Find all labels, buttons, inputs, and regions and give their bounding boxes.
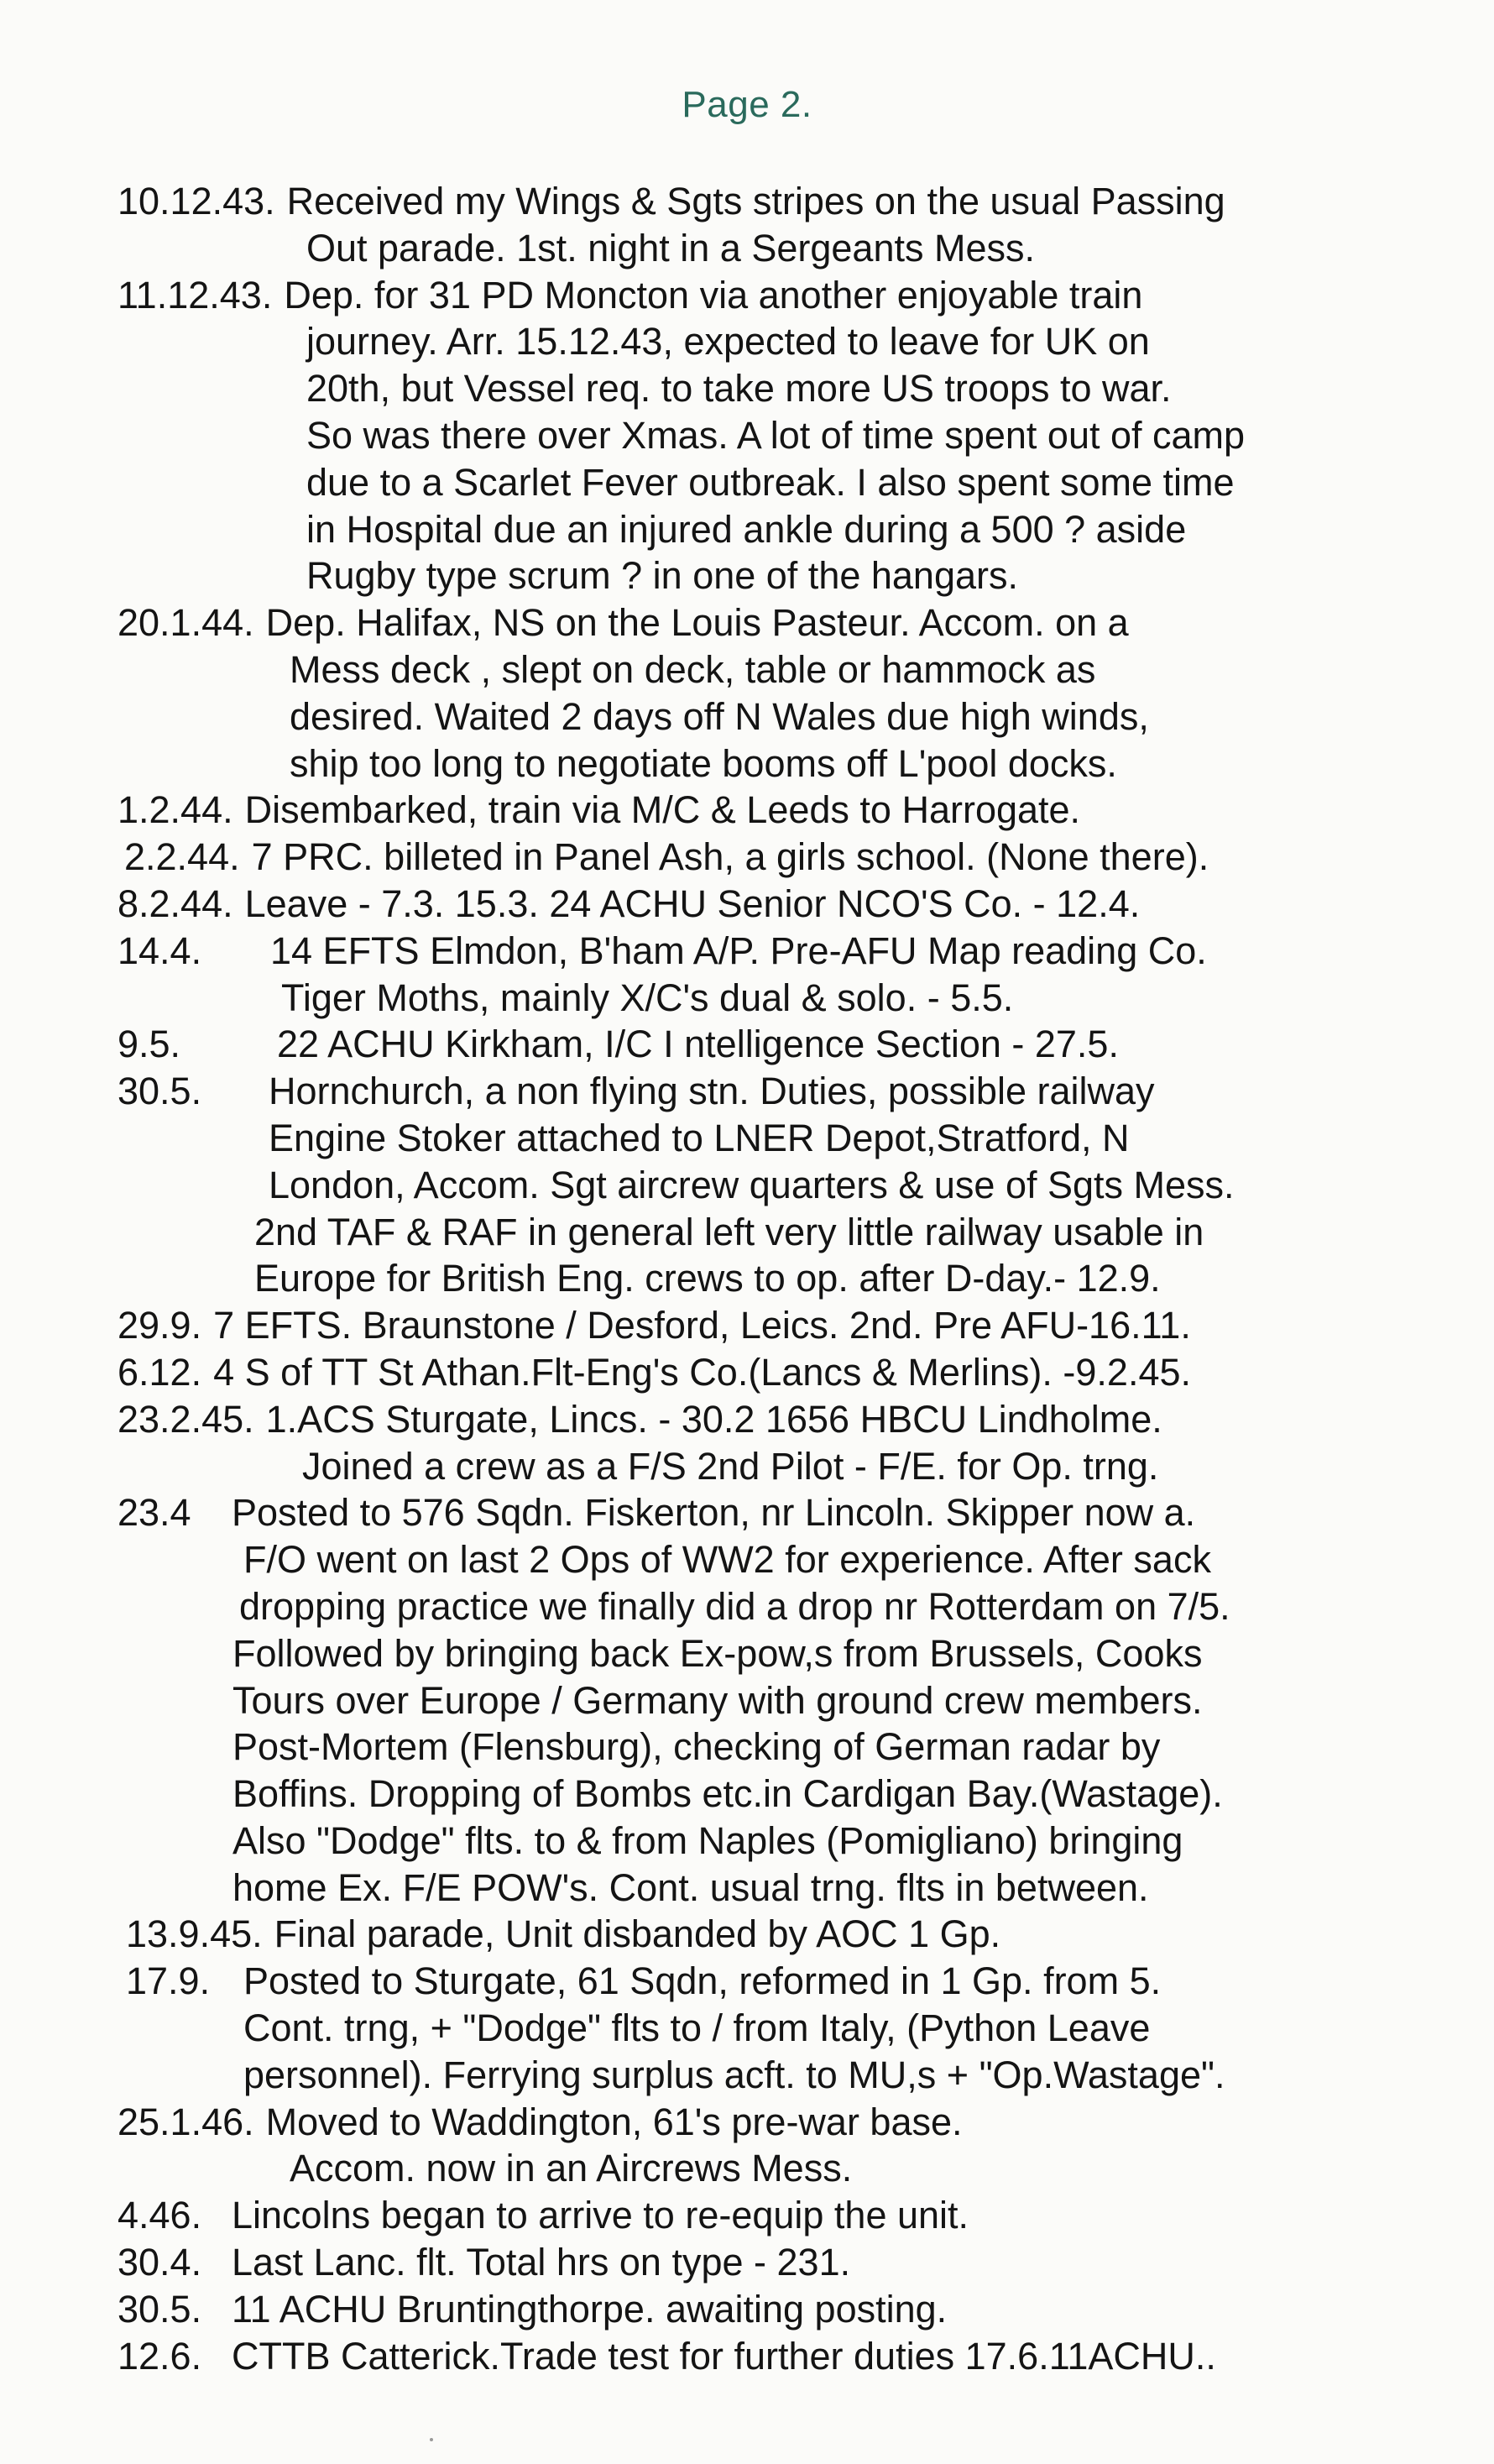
- entry-continuation-line: [0, 225, 1494, 272]
- entry-continuation-line: [0, 1162, 1494, 1209]
- entry-date: 25.1.46.: [118, 2100, 254, 2143]
- diary-entry: [0, 1349, 1494, 1396]
- entry-continuation-line: [0, 1536, 1494, 1583]
- entry-date: 23.4: [118, 1491, 191, 1535]
- diary-entry: [0, 2099, 1494, 2193]
- entry-first-line: [0, 2333, 1494, 2380]
- entry-text: 7 EFTS. Braunstone / Desford, Leics. 2nd. Pre AFU-16.11.: [213, 1304, 1191, 1347]
- entry-date: 30.5.: [118, 1070, 202, 1113]
- entry-text: 20th, but Vessel req. to take more US troops to war.: [306, 367, 1172, 411]
- entry-continuation-line: [0, 1583, 1494, 1630]
- entry-first-line: [0, 787, 1494, 834]
- entry-text: Followed by bringing back Ex-pow,s from Brussels, Cooks: [232, 1631, 1203, 1675]
- entry-date: 13.9.45.: [126, 1912, 263, 1956]
- entry-date: 14.4.: [118, 929, 202, 972]
- entry-text: 1.ACS Sturgate, Lincs. - 30.2 1656 HBCU Lindholme.: [265, 1397, 1162, 1441]
- entry-text: 11 ACHU Bruntingthorpe. awaiting posting.: [232, 2287, 948, 2331]
- entry-text: in Hospital due an injured ankle during a 500 ? aside: [306, 507, 1187, 551]
- entry-date: 17.9.: [126, 1959, 211, 2003]
- diary-entry: [0, 1396, 1494, 1490]
- entry-text: Dep. Halifax, NS on the Louis Pasteur. Accom. on a: [265, 601, 1129, 645]
- entry-text: due to a Scarlet Fever outbreak. I also spent some time: [306, 460, 1235, 504]
- entry-continuation-line: [0, 318, 1494, 365]
- entry-text: Rugby type scrum ? in one of the hangars.: [306, 554, 1018, 598]
- entry-continuation-line: [0, 506, 1494, 553]
- entry-text: CTTB Catterick.Trade test for further duties 17.6.11ACHU..: [232, 2334, 1216, 2378]
- entry-text: Joined a crew as a F/S 2nd Pilot - F/E. for Op. trng.: [302, 1444, 1159, 1488]
- entry-text: Cont. trng, + "Dodge" flts to / from Italy, (Python Leave: [243, 2006, 1151, 2050]
- entry-first-line: [0, 1068, 1494, 1115]
- entry-text: Received my Wings & Sgts stripes on the usual Passing: [286, 180, 1225, 222]
- entry-text: London, Accom. Sgt aircrew quarters & use of Sgts Mess.: [269, 1163, 1235, 1206]
- entry-text: Moved to Waddington, 61's pre-war base.: [265, 2100, 963, 2143]
- entry-continuation-line: [0, 459, 1494, 506]
- diary-entry: [0, 2239, 1494, 2286]
- entry-first-line: [0, 1021, 1494, 1068]
- diary-entry: [0, 1958, 1494, 2098]
- entry-date: 6.12.: [118, 1350, 202, 1394]
- diary-entry: [0, 272, 1494, 600]
- entry-date: 8.2.44.: [118, 881, 233, 925]
- diary-entry: [0, 928, 1494, 1022]
- entry-date: 9.5.: [118, 1023, 181, 1066]
- entry-text: Engine Stoker attached to LNER Depot,Stratford, N: [269, 1116, 1130, 1159]
- entry-text: Last Lanc. flt. Total hrs on type - 231.: [232, 2241, 851, 2284]
- entry-first-line: [0, 1911, 1494, 1958]
- entry-text: Accom. now in an Aircrews Mess.: [290, 2147, 853, 2190]
- entry-continuation-line: [0, 1209, 1494, 1256]
- entry-date: 30.4.: [118, 2241, 202, 2284]
- entry-text: 22 ACHU Kirkham, I/C I ntelligence Section - 27.5.: [277, 1023, 1119, 1066]
- diary-entry: [0, 834, 1494, 881]
- entry-text: Boffins. Dropping of Bombs etc.in Cardigan Bay.(Wastage).: [232, 1772, 1223, 1816]
- entry-first-line: [0, 928, 1494, 975]
- entry-first-line: [0, 1302, 1494, 1349]
- entry-first-line: [0, 1396, 1494, 1443]
- entry-text: journey. Arr. 15.12.43, expected to leave for UK on: [306, 320, 1150, 364]
- entry-text: Also "Dodge" flts. to & from Naples (Pomigliano) bringing: [232, 1818, 1183, 1862]
- entry-text: Dep. for 31 PD Moncton via another enjoyable train: [284, 273, 1143, 317]
- diary-entry: [0, 1068, 1494, 1302]
- entry-continuation-line: [0, 740, 1494, 787]
- entry-continuation-line: [0, 365, 1494, 412]
- entry-first-line: [0, 881, 1494, 928]
- diary-entry: [0, 599, 1494, 787]
- entry-text: 4 S of TT St Athan.Flt-Eng's Co.(Lancs & Merlins). -9.2.45.: [213, 1350, 1192, 1394]
- entry-first-line: [0, 2286, 1494, 2333]
- entry-continuation-line: [0, 552, 1494, 599]
- entry-continuation-line: [0, 1677, 1494, 1724]
- diary-entry: [0, 1302, 1494, 1349]
- diary-entry: [0, 787, 1494, 834]
- entry-date: 20.1.44.: [118, 601, 254, 645]
- entry-text: Europe for British Eng. crews to op. after D-day.- 12.9.: [254, 1257, 1161, 1300]
- diary-entry: [0, 881, 1494, 928]
- entry-text: F/O went on last 2 Ops of WW2 for experience. After sack: [243, 1538, 1211, 1582]
- entry-text: Disembarked, train via M/C & Leeds to Harrogate.: [244, 788, 1081, 832]
- page-title: Page 2.: [682, 84, 812, 125]
- entry-date: 29.9.: [118, 1304, 202, 1347]
- diary-entry: [0, 1911, 1494, 1958]
- entry-text: Lincolns began to arrive to re-equip the unit.: [232, 2194, 969, 2237]
- entry-date: 23.2.45.: [118, 1397, 254, 1441]
- entry-text: Leave - 7.3. 15.3. 24 ACHU Senior NCO'S Co. - 12.4.: [244, 881, 1141, 925]
- entry-date: 2.2.44.: [124, 835, 240, 879]
- scan-speck: [430, 2438, 433, 2441]
- entry-text: Tours over Europe / Germany with ground crew members.: [232, 1678, 1203, 1722]
- entry-continuation-line: [0, 1724, 1494, 1771]
- entry-first-line: [0, 272, 1494, 319]
- entry-date: 11.12.43.: [118, 273, 273, 317]
- entry-continuation-line: [0, 2052, 1494, 2099]
- entry-text: Posted to 576 Sqdn. Fiskerton, nr Lincoln. Skipper now a.: [232, 1491, 1196, 1535]
- entry-date: 12.6.: [118, 2334, 202, 2378]
- entry-continuation-line: [0, 1255, 1494, 1302]
- entry-text: Out parade. 1st. night in a Sergeants Mess.: [306, 226, 1035, 269]
- entry-text: Hornchurch, a non flying stn. Duties, possible railway: [269, 1070, 1155, 1113]
- entry-first-line: [0, 1349, 1494, 1396]
- entry-continuation-line: [0, 1865, 1494, 1912]
- entry-first-line: [0, 599, 1494, 646]
- entry-date: 10.12.43.: [118, 180, 275, 222]
- entry-first-line: [0, 1958, 1494, 2005]
- entry-text: dropping practice we finally did a drop nr Rotterdam on 7/5.: [239, 1584, 1230, 1628]
- entry-text: So was there over Xmas. A lot of time spent out of camp: [306, 413, 1246, 457]
- entry-continuation-line: [0, 646, 1494, 693]
- entry-continuation-line: [0, 1115, 1494, 1162]
- entry-first-line: [0, 1489, 1494, 1536]
- entry-continuation-line: [0, 1443, 1494, 1490]
- diary-entry: [0, 2333, 1494, 2380]
- diary-entry: [0, 178, 1494, 272]
- entry-continuation-line: [0, 975, 1494, 1022]
- entry-continuation-line: [0, 693, 1494, 740]
- entry-text: Posted to Sturgate, 61 Sqdn, reformed in 1 Gp. from 5.: [243, 1959, 1162, 2003]
- entry-text: 14 EFTS Elmdon, B'ham A/P. Pre-AFU Map reading Co.: [270, 929, 1207, 972]
- entry-text: 7 PRC. billeted in Panel Ash, a girls school. (None there).: [251, 835, 1209, 879]
- entry-continuation-line: [0, 1818, 1494, 1865]
- diary-entry: [0, 2286, 1494, 2333]
- entry-continuation-line: [0, 2145, 1494, 2192]
- entry-text: home Ex. F/E POW's. Cont. usual trng. flts in between.: [232, 1865, 1149, 1909]
- entry-continuation-line: [0, 1630, 1494, 1677]
- entry-date: 1.2.44.: [118, 788, 233, 832]
- entry-continuation-line: [0, 1771, 1494, 1818]
- diary-entry: [0, 1489, 1494, 1911]
- entry-first-line: [0, 834, 1494, 881]
- entry-text: desired. Waited 2 days off N Wales due high winds,: [290, 694, 1149, 738]
- diary-entry: [0, 2192, 1494, 2239]
- diary-entry: [0, 1021, 1494, 1068]
- entry-text: Post-Mortem (Flensburg), checking of German radar by: [232, 1725, 1161, 1769]
- entry-date: 4.46.: [118, 2194, 202, 2237]
- entry-first-line: [0, 2239, 1494, 2286]
- entry-text: 2nd TAF & RAF in general left very little railway usable in: [254, 1210, 1204, 1253]
- diary-entries: [0, 178, 1494, 2379]
- entry-text: Final parade, Unit disbanded by AOC 1 Gp.: [274, 1912, 1001, 1956]
- entry-first-line: [0, 178, 1494, 225]
- entry-text: personnel). Ferrying surplus acft. to MU,s + "Op.Wastage".: [243, 2053, 1225, 2096]
- entry-continuation-line: [0, 412, 1494, 459]
- entry-date: 30.5.: [118, 2287, 202, 2331]
- entry-text: ship too long to negotiate booms off L'pool docks.: [290, 741, 1117, 785]
- entry-first-line: [0, 2192, 1494, 2239]
- entry-continuation-line: [0, 2005, 1494, 2052]
- entry-text: Mess deck , slept on deck, table or hammock as: [290, 647, 1096, 691]
- entry-text: Tiger Moths, mainly X/C's dual & solo. - 5.5.: [281, 976, 1014, 1019]
- entry-first-line: [0, 2099, 1494, 2146]
